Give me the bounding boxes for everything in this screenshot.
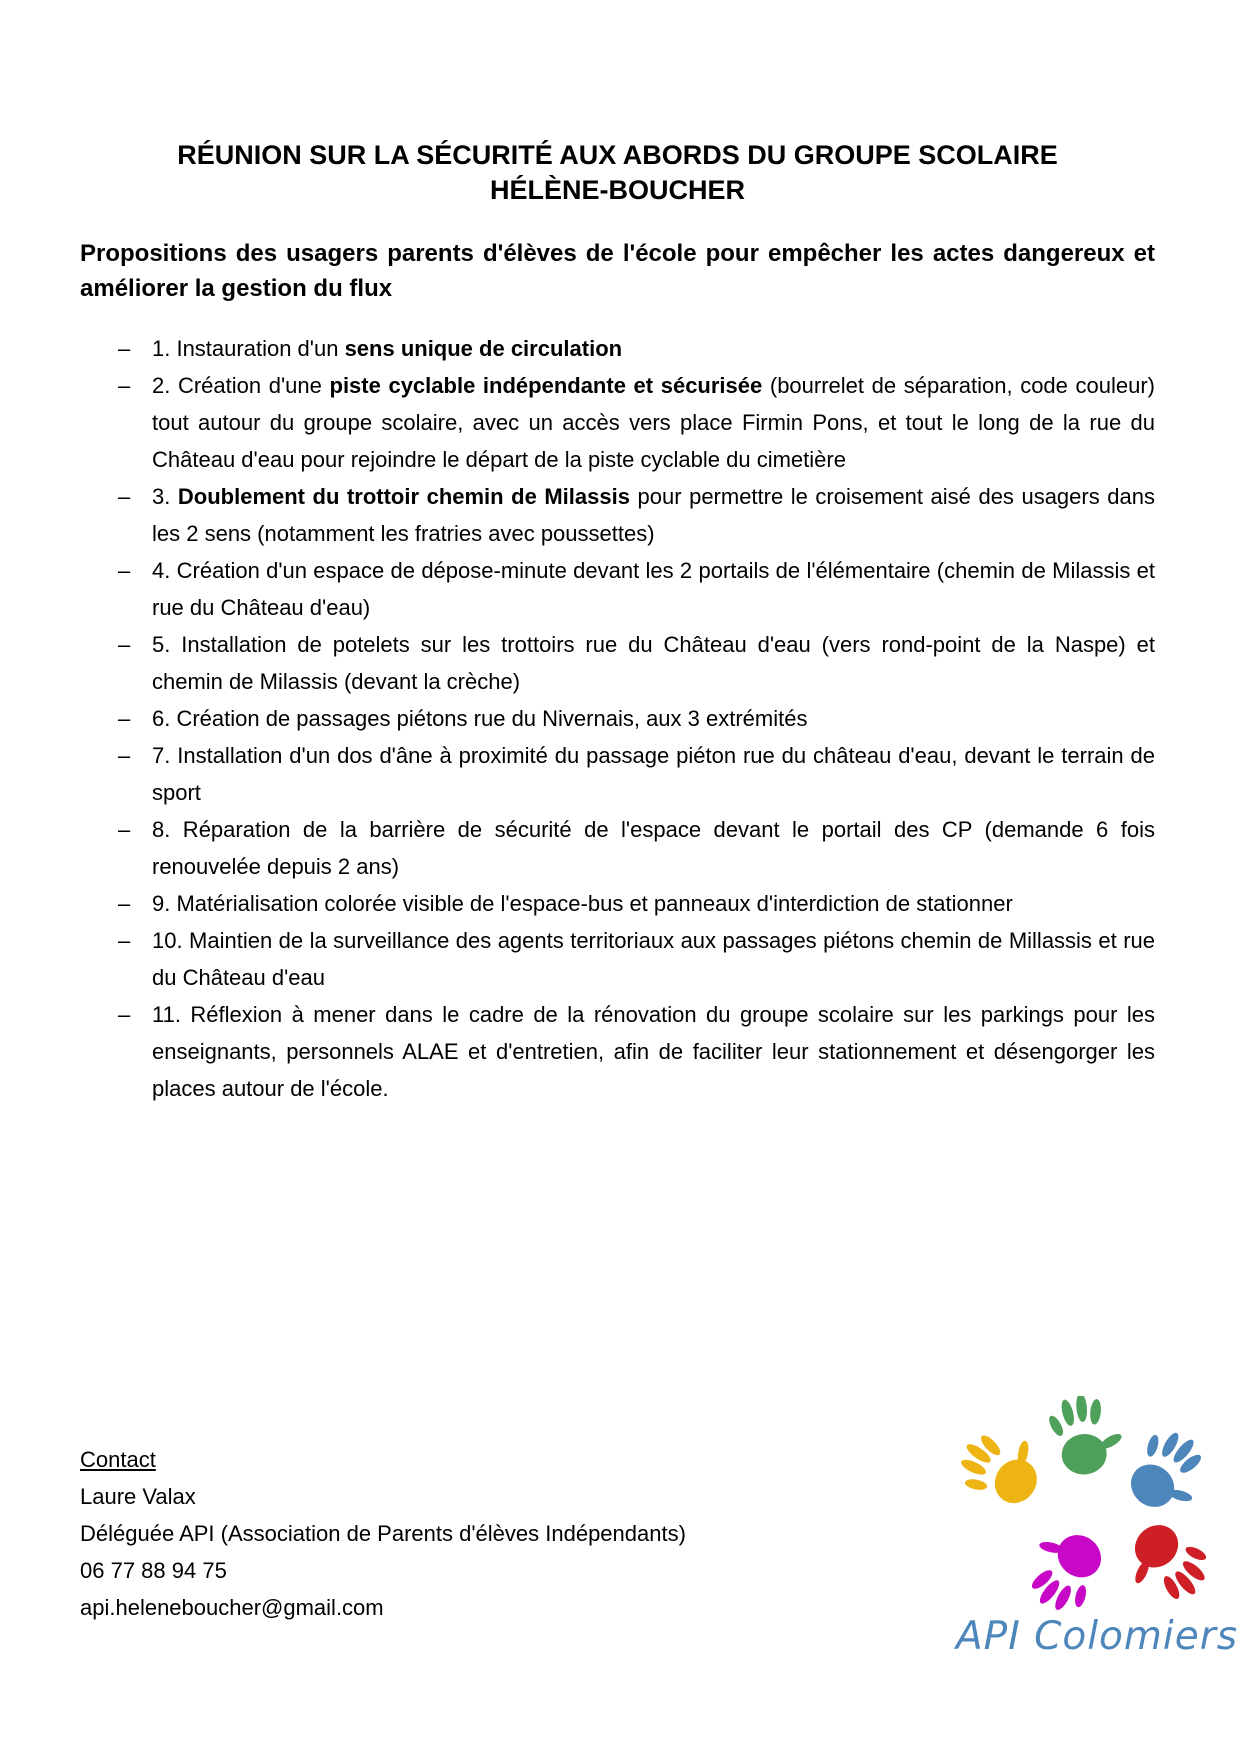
list-item-text: 5. Installation de potelets sur les trottoirs rue du Château d'eau (vers rond-point de la Naspe) et chemin de Milassis (devant la crèche): [152, 632, 1155, 694]
list-item: [80, 478, 1155, 552]
list-item: [80, 885, 1155, 922]
bullet-dash: –: [118, 891, 131, 916]
list-item: [80, 552, 1155, 626]
list-item: [80, 737, 1155, 811]
contact-heading: Contact: [80, 1447, 156, 1472]
list-item-text: 10. Maintien de la surveillance des agents territoriaux aux passages piétons chemin de Millassis et rue du Château d'eau: [152, 928, 1155, 990]
list-item: [80, 367, 1155, 478]
list-item-text: 2. Création d'une piste cyclable indépendante et sécurisée (bourrelet de séparation, code couleur) tout autour du groupe scolaire, avec un accès vers place Firmin Pons, et tout le long de la rue du Château d'eau pour rejoindre le départ de la piste cyclable du cimetière: [152, 373, 1155, 472]
list-item-text: 9. Matérialisation colorée visible de l'espace-bus et panneaux d'interdiction de stationner: [152, 891, 1013, 916]
contact-phone: 06 77 88 94 75: [80, 1558, 227, 1583]
proposals-list: [80, 330, 1155, 1107]
list-item-text: 6. Création de passages piétons rue du Nivernais, aux 3 extrémités: [152, 706, 808, 731]
bullet-dash: –: [118, 1002, 131, 1027]
contact-role: Déléguée API (Association de Parents d'élèves Indépendants): [80, 1521, 686, 1546]
list-item-text: 1. Instauration d'un sens unique de circulation: [152, 336, 623, 361]
list-item: [80, 700, 1155, 737]
bullet-dash: –: [118, 743, 131, 768]
handprints-graphic: [956, 1396, 1236, 1614]
logo-caption: API Colomiers: [956, 1614, 1239, 1659]
list-item-text: 3. Doublement du trottoir chemin de Milassis pour permettre le croisement aisé des usagers dans les 2 sens (notamment les fratries avec poussettes): [152, 484, 1155, 546]
bullet-dash: –: [118, 336, 131, 361]
title-line-1: RÉUNION SUR LA SÉCURITÉ AUX ABORDS DU GROUPE SCOLAIRE: [177, 140, 1058, 170]
yellow-handprint-icon: [956, 1413, 1056, 1521]
list-item-text: 4. Création d'un espace de dépose-minute devant les 2 portails de l'élémentaire (chemin de Milassis et rue du Château d'eau): [152, 558, 1155, 620]
list-item: [80, 811, 1155, 885]
list-item: [80, 626, 1155, 700]
bullet-dash: –: [118, 558, 131, 583]
contact-email: api.heleneboucher@gmail.com: [80, 1595, 384, 1620]
red-handprint-icon: [1112, 1509, 1222, 1614]
list-item-text: 11. Réflexion à mener dans le cadre de la rénovation du groupe scolaire sur les parkings pour les enseignants, personnels ALAE et d'entretien, afin de faciliter leur stationnement et désengorger les places autour de l'école.: [152, 1002, 1155, 1101]
contact-name: Laure Valax: [80, 1484, 196, 1509]
contact-block: [80, 1441, 686, 1626]
magenta-handprint-icon: [1010, 1515, 1119, 1614]
bullet-dash: –: [118, 632, 131, 657]
list-item: [80, 996, 1155, 1107]
bullet-dash: –: [118, 706, 131, 731]
list-item: [80, 330, 1155, 367]
list-item: [80, 922, 1155, 996]
bullet-dash: –: [118, 928, 131, 953]
bullet-dash: –: [118, 817, 131, 842]
title-line-2: HÉLÈNE-BOUCHER: [489, 175, 745, 205]
green-handprint-icon: [1045, 1396, 1127, 1477]
blue-handprint-icon: [1113, 1417, 1223, 1527]
list-item-text: 8. Réparation de la barrière de sécurité de l'espace devant le portail des CP (demande 6 fois renouvelée depuis 2 ans): [152, 817, 1155, 879]
bullet-dash: –: [118, 373, 131, 398]
bullet-dash: –: [118, 484, 131, 509]
document-subtitle: Propositions des usagers parents d'élèves de l'école pour empêcher les actes dangereux et améliorer la gestion du flux: [80, 240, 1155, 302]
api-colomiers-logo: [956, 1396, 1239, 1659]
list-item-text: 7. Installation d'un dos d'âne à proximité du passage piéton rue du château d'eau, devant le terrain de sport: [152, 743, 1155, 805]
document-title: [80, 138, 1155, 208]
